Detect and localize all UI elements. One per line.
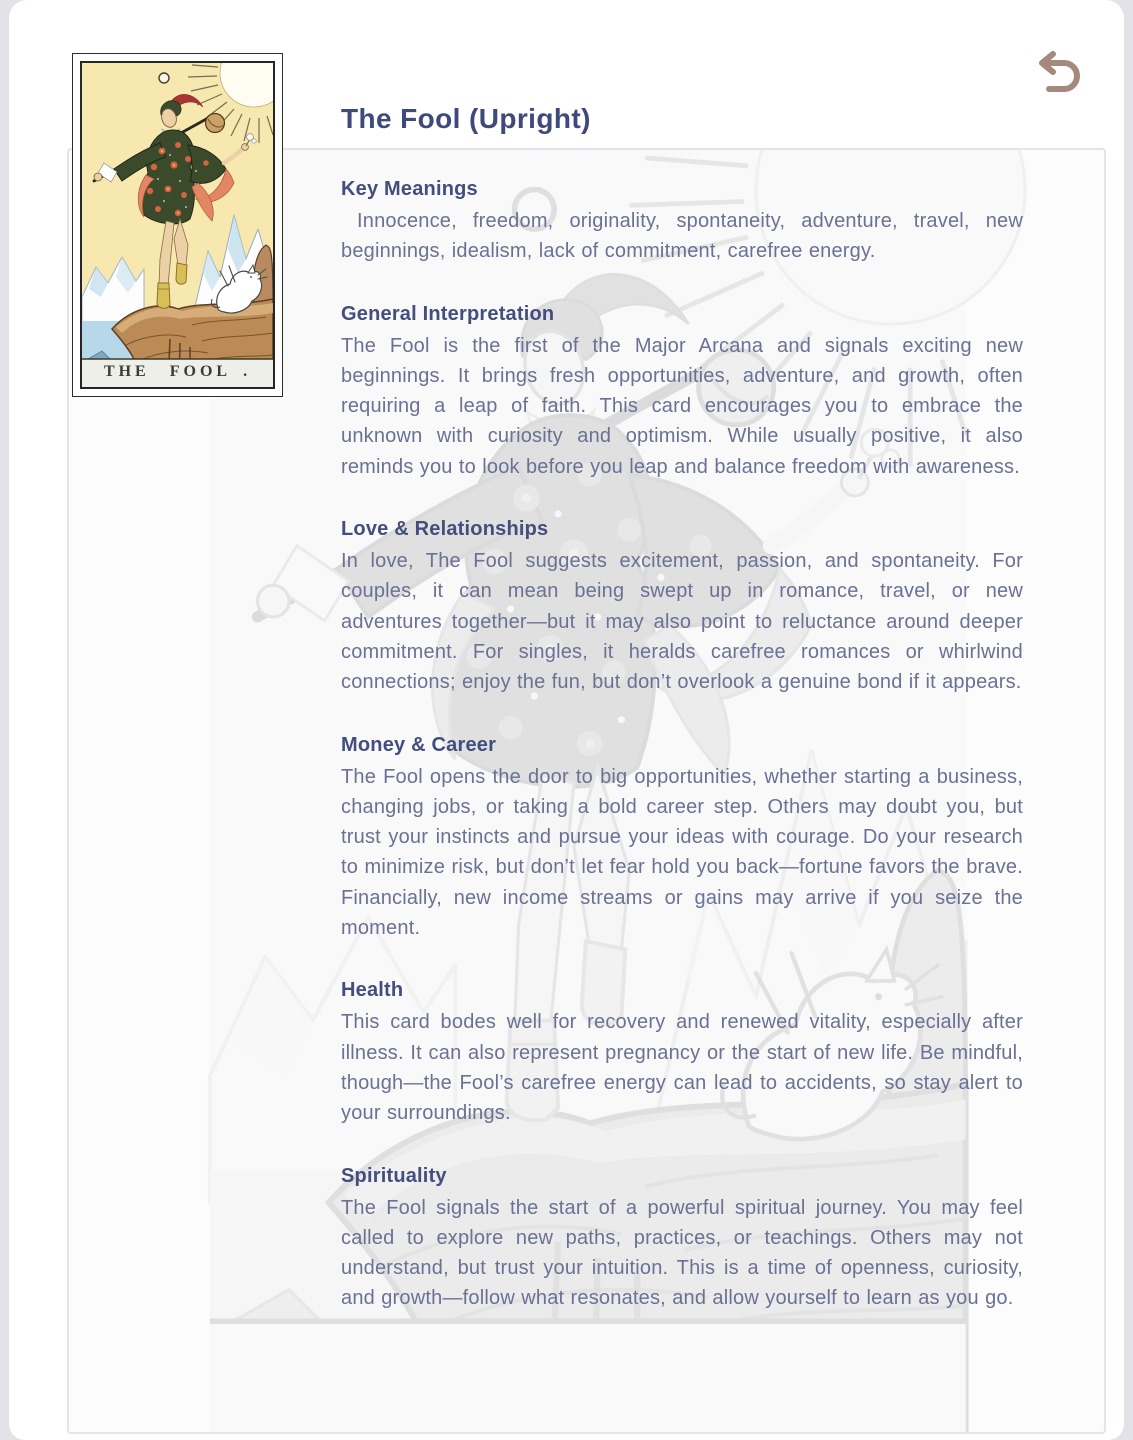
section-body: The Fool signals the start of a powerful spiritual journey. You may feel called to explore new paths, practices, or teachings. Others may not understand, but trust your intuition. This is a time of openness, curiosity, and growth—follow what resonates, and allow yourself to learn as you go. (341, 1196, 1023, 1310)
section-heading: Love & Relationships (341, 518, 549, 541)
section-heading: General Interpretation (341, 302, 555, 325)
fool-card-illustration (82, 63, 273, 387)
tarot-card-art (80, 61, 275, 389)
app-window (9, 0, 1124, 1440)
section-general-interpretation (341, 301, 1023, 482)
section-body: The Fool opens the door to big opportunities, whether starting a business, changing jobs, or taking a bold career step. Others may doubt you, but trust your instincts and pursue your ideas with courage. Do your research to minimize risk, but don’t let fear hold you back—fortune favors the brave. Financially, new income streams or gains may arrive if you seize the moment. (341, 765, 1023, 940)
section-body: The Fool is the first of the Major Arcana and signals exciting new beginnings. It brings fresh opportunities, adventure, and growth, often requiring a leap of faith. This card encourages you to embrace the unknown with curiosity and optimism. While usually positive, it also reminds you to look before you leap and balance freedom with awareness. (341, 334, 1023, 478)
card-title-label: THE FOOL . (103, 363, 252, 380)
section-heading: Health (341, 979, 404, 1002)
section-body: Innocence, freedom, originality, spontaneity, adventure, travel, new beginnings, idealism, lack of commitment, carefree energy. (341, 210, 1023, 263)
section-body: In love, The Fool suggests excitement, passion, and spontaneity. For couples, it can mean being swept up in romance, travel, or new adventures together—but it may also point to reluctance around deeper commitment. For singles, it heralds carefree romances or whirlwind connections; enjoy the fun, but don’t overlook a genuine bond if it appears. (341, 550, 1023, 694)
undo-back-arrow-icon (1027, 48, 1085, 102)
section-body: This card bodes well for recovery and renewed vitality, especially after illness. It can also represent pregnancy or the start of new life. Be mindful, though—the Fool’s carefree energy can lead to accidents, so stay alert to your surroundings. (341, 1011, 1023, 1125)
section-love-relationships (341, 516, 1023, 697)
section-health (341, 977, 1023, 1128)
section-heading: Money & Career (341, 733, 497, 756)
tarot-card-image (72, 53, 283, 397)
section-money-career (341, 732, 1023, 944)
section-heading: Key Meanings (341, 178, 478, 200)
page-title: The Fool (Upright) (341, 103, 591, 134)
back-button[interactable] (1027, 48, 1085, 102)
section-spirituality (341, 1163, 1023, 1314)
reading-content (341, 176, 1023, 1348)
section-heading: Spirituality (341, 1164, 447, 1187)
section-key-meanings (341, 176, 1023, 267)
